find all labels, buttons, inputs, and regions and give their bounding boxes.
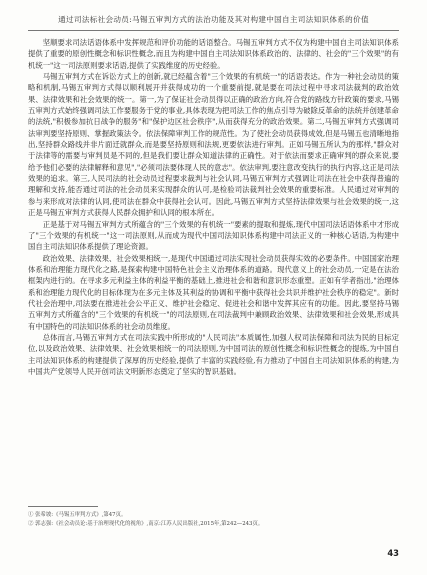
header-rule	[28, 30, 399, 31]
paragraph: 正是基于对马锡五审判方式所蕴含的"三个效果的有机统一"要素的提取和提炼,现代中国司法话语体系中才形成了"三个效果的有机统一"这一司法原则,从而成为现代中国司法知识体系构建中司法正义的一种核心话语,为构建中国自主司法知识体系提供了理论资源。	[28, 219, 399, 252]
footnote-rule	[28, 506, 98, 507]
paragraph: 坚顺要求司法话语体系中发挥规范和评价功能的话语整合。马锡五审判方式不仅为构建中国自主司法知识体系提供了重要的原创性概念和标识性概念,而且为构建中国自主司法知识体系政治的、法律的、社会的"三个效果"的有机统一"这一司法原则要求话语,提供了实践维度的历史经验。	[28, 38, 399, 70]
footnote: ① 张希坡:《马锡五审判方式》,第47页。	[28, 512, 127, 518]
body-text	[28, 37, 399, 377]
paragraph: 马锡五审判方式在诉讼方式上的创新,就已经蕴含着"三个效果的有机统一"的话语表达。作为一种社会动员的策略和机制,马锡五审判方式得以顺利展开并获得成功的一个重要前提,就是要在司法过程中寻求司法裁判的政治效果、法律效果和社会效果的统一。第一,为了保证社会动员得以正确的政治方向,符合党的路线方针政策的要求,马锡五审判方式始终强调司法工作要服务于党的事业,具体表现为把司法工作的焦点引导为破除反革命的法统并创建革命的法统,"积极参加抗日战争的服务"和"保护边区社会秩序",从而获得充分的政治效果。第二,马锡五审判方式强调司法审判要坚持原则、掌握政策法令。依法保障审判工作的规范性。为了使社会动员获得成效,但是马锡五也清晰地指出,坚持群众路线并非片面迁就群众,而是要坚持原则和法规,更要依法进行审判。正如马锡五所认为的那样,"群众对于法律等的需要与审判员是不同的,但是我们要让群众知道法律的正确性。对于依法而要求正确审判的群众来说,要给予他们必要的法律解释和意见","必须司法要体现人民的意志"。依法审判,要注意改变执行的执行内容,这正是司法效果的追求。第三,人民司法的社会动员过程要求裁判与社会认同,马锡五审判方式强调让司法在社会中获得普遍的理解和支持,能否通过司法的社会动员来实现群众的认可,是检验司法裁判社会效果的重要标准。人民通过对审判的参与来形成对法律的认同,使司法在群众中获得社会认可。因此,马锡五审判方式坚持法律效果与社会效果的统一,这正是马锡五审判方式获得人民群众拥护和认同的根本所在。	[28, 72, 399, 218]
paragraph: 政治效果、法律效果、社会效果相统一,是现代中国通过司法实现社会动员获得实效的必要条件。中国国家治理体系和治理能力现代化之路,是探索构建中国特色社会主义治理体系的道路。现代意义上的社会动员,一定是在法治框架内进行的。在寻求多元利益主体的利益平衡的基础上,推进社会和谐和意识形态重塑。正如有学者指出,"治理体系和治理能力现代化的目标体现为在多元主体及其利益的协调和平衡中获得社会共识并维护社会秩序的稳定"。新时代社会治理中,司法要在推进社会公平正义、维护社会稳定、促进社会和谐中发挥其应有的功能。因此,要坚持马锡五审判方式所蕴含的"三个效果的有机统一"的司法原则,在司法裁判中兼顾政治效果、法律效果和社会效果,形成具有中国特色的司法知识体系的社会动员维度。	[28, 253, 399, 331]
page-number: 43	[387, 548, 399, 558]
footnote: ② 郭志强:《社会动员论:基于治理现代化的视角》,南京:江苏人民出版社,2015年,第242—243页。	[28, 521, 264, 527]
footnotes	[28, 511, 399, 529]
running-head: 通过司法标社会动员:马锡五审判方式的法治功能及其对构建中国自主司法知识体系的价值	[58, 15, 369, 24]
paragraph: 总体而言,马锡五审判方式在司法实践中所形成的"人民司法"本质属性,加强人权司法保障和司法为民的目标定位,以及政治效果、法律效果、社会效果相统一的司法原则,为中国司法的原创性概念和标识性概念的提炼,为中国自主司法知识体系的构建提供了深厚的历史经验,提供了丰富的实践经验,有力推动了中国自主司法知识体系的构建,为中国共产党领导人民开创司法文明新形态奠定了坚实的智识基础。	[28, 332, 399, 376]
